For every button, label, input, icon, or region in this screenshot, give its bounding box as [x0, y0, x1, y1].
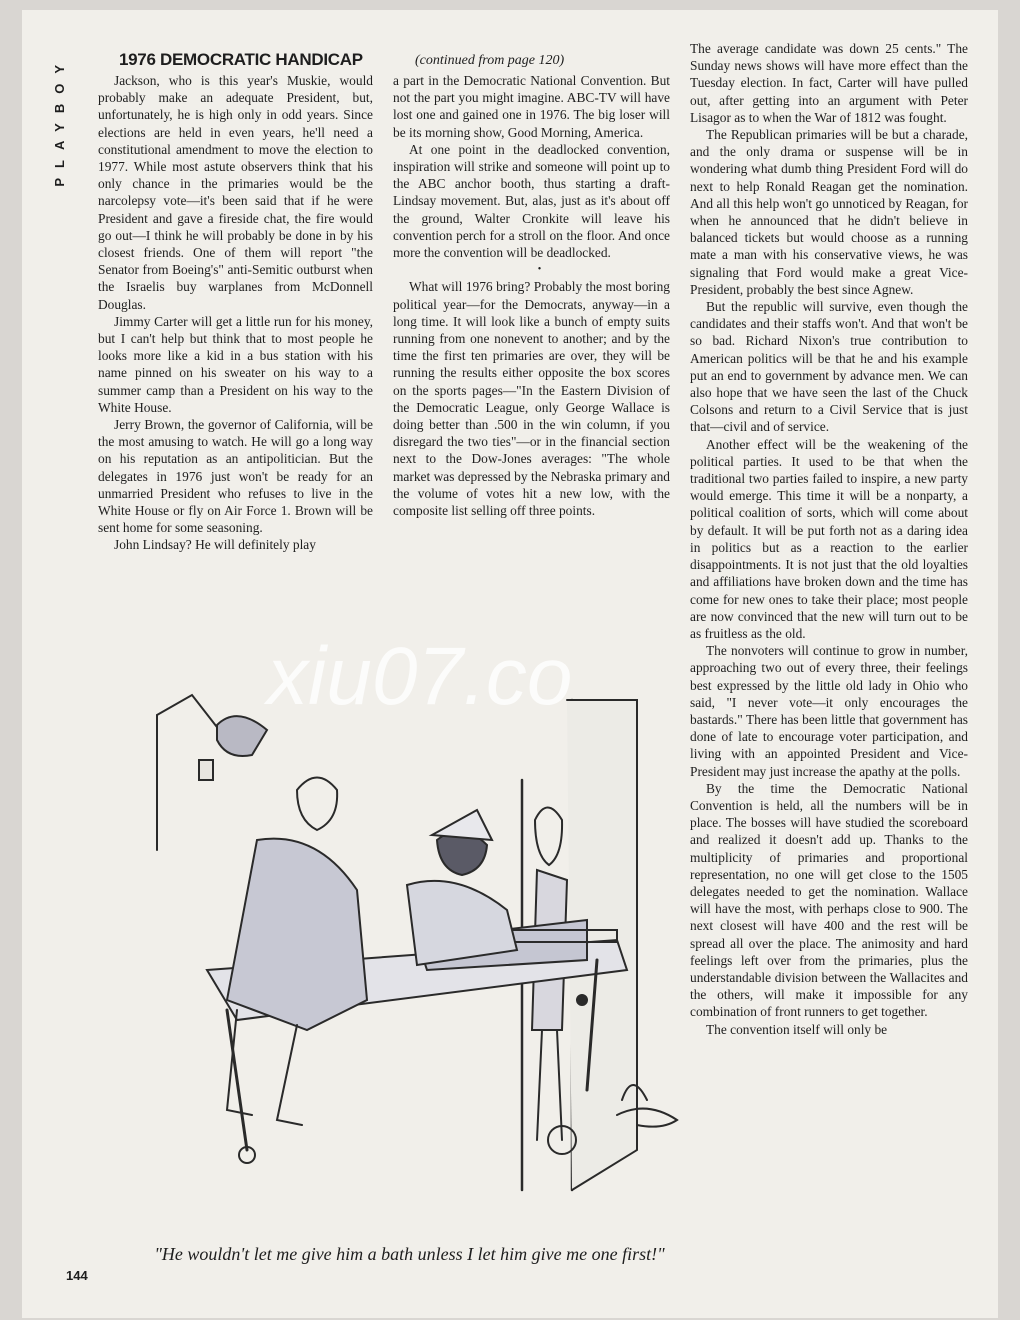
- watermark: xiu07.co: [267, 631, 573, 722]
- door-knob: [577, 995, 587, 1005]
- nurse-body: [407, 881, 517, 965]
- nurse-cap: [432, 810, 492, 840]
- article-headline: 1976 DEMOCRATIC HANDICAP: [119, 50, 363, 69]
- magazine-page: [22, 10, 998, 1318]
- paragraph: a part in the Democratic National Convention. But not the part you might imagine. ABC-TV will have lost one and gained one in 1976. The big loser will be its morning show, Good Morning, America.: [393, 73, 670, 140]
- paragraph: The convention itself will only be: [706, 1021, 888, 1037]
- wall-outlet: [199, 760, 213, 780]
- paragraph: Jerry Brown, the governor of California, will be the most amusing to watch. He will go a long way on his reputation as an antipolitician. But the delegates in 1976 just won't be ready for an unmarried President who refuses to live in the White House or fly on Air Force 1. Brown will be sent home for some seasoning.: [98, 417, 373, 536]
- paragraph: The average candidate was down 25 cents." The Sunday news shows will have more effect than the Tuesday election. In fact, Carter will have pulled out, after getting into an argument with Peter Lisagor as to when the War of 1812 was fought.: [690, 41, 968, 125]
- paragraph: What will 1976 bring? Probably the most boring political year—for the Democrats, anyway—in a long time. It will look like a bunch of empty suits running from one nonevent to another; and by the time the first ten primaries are over, they will be running the results either opposite the box scores on the sports pages—"In the Eastern Division of the Democratic League, only George Wallace is doing better than .500 in the win column, if you disregard the two ties"—or in the financial section next to the Dow-Jones averages: "The whole market was depressed by the Nebraska primary and the volume of votes hit a new low, with the composite list selling off three points.: [393, 279, 670, 519]
- peeking-man-head: [535, 808, 562, 866]
- paragraph: Jackson, who is this year's Muskie, would probably make an adequate President, but, unfortunately, he is high only in odd years. Since elections are held in even years, he'll need a constitutional amendment to move the election to 1977. While most astute observers think that his only chance in the primaries would be the narcolepsy vote—it's been said that if he were President and gave a fireside chat, the fire would go out—I think he will probably be done in by his closest friends. One of them will report "the Senator from Boeing's" anti-Semitic outburst when the Israelis buy warplanes from McDonnell Douglas.: [98, 73, 373, 312]
- patient-gown: [227, 839, 367, 1030]
- text-column-2: [393, 72, 670, 519]
- magazine-name-vertical: PLAYBOY: [52, 55, 67, 187]
- text-column-3: [690, 40, 968, 1038]
- cartoon-caption: "He wouldn't let me give him a bath unless I let him give me one first!": [154, 1244, 665, 1264]
- section-break-dot: •: [537, 264, 542, 276]
- continued-note: (continued from page 120): [415, 53, 565, 68]
- text-column-1: [98, 72, 373, 554]
- paragraph: At one point in the deadlocked convention, inspiration will strike and someone will point up to the ABC anchor booth, thus starting a draft-Lindsay movement. But, alas, just as it's about off the ground, Walter Cronkite will leave his convention perch for a stroll on the floor. And once more the convention will be deadlocked.: [393, 141, 670, 261]
- page-number: 144: [66, 1268, 88, 1283]
- paragraph: The Republican primaries will be but a charade, and the only drama or suspense will be in wondering what dumb thing President Ford will do next to help Ronald Reagan get the nomination. And all this help won't go unnoticed by Reagan, for when he announced that he didn't believe in balanced tickets but would choose as a running mate a man with his conservative views, he was signaling that Ford would make a great Vice-President, probably the best since Agnew.: [690, 127, 968, 297]
- patient-head: [297, 778, 337, 831]
- paragraph: The nonvoters will continue to grow in number, approaching two out of every three, their feelings best expressed by the little old lady in Ohio who said, "I never vote—it only encourages the bastards." There has been little that government has done of late to encourage voter participation, and living with an appointed President and Vice-President may just increase the apathy at the polls.: [690, 643, 968, 779]
- paragraph: John Lindsay? He will definitely play: [114, 537, 316, 553]
- paragraph: Another effect will be the weakening of the political parties. It used to be that when the traditional two parties failed to inspire, a new party would emerge. This time it will be a nonparty, a political coalition of sorts, which will come about by default. It will be put forth not as a daring idea in politics but as a reaction to the earlier disappointments. It is not just that the old loyalties and affiliations have broken down and the time has come for new ones to take their place; most people are now convinced that the new will turn out to be as fruitless as the old.: [690, 436, 968, 641]
- lamp-shade: [217, 716, 267, 756]
- cartoon-illustration: [117, 670, 702, 1240]
- paragraph: Jimmy Carter will get a little run for his money, but I can't help but think that to most people he looks more like a kid in a bus station with his name pinned on his sweater on his way to a summer camp than a President on his way to the White House.: [98, 313, 373, 415]
- paragraph: But the republic will survive, even though the candidates and their staffs won't. And that won't be so bad. Richard Nixon's true contribution to American politics will be that he and his example put an end to government by advance men. We can also hope that we have seen the last of the Chuck Colsons and return to a Civil Service that is just that—civil and of service.: [690, 299, 968, 435]
- paragraph: By the time the Democratic National Convention is held, all the numbers will be in place. The bosses will have studied the scoreboard and realized it doesn't add up. Thanks to the multiplicity of primaries and proportional representation, no one will get close to the 1505 delegates needed to get the nomination. Wallace will have the most, with perhaps close to 900. The next closest will have 400 and the rest will be spread all over the place. The animosity and hard feelings left over from the primaries, plus the understandable division between the Wallacites and the others, will make it impossible for any combination of front runners to get together.: [690, 780, 968, 1020]
- patient-legs: [227, 1010, 302, 1125]
